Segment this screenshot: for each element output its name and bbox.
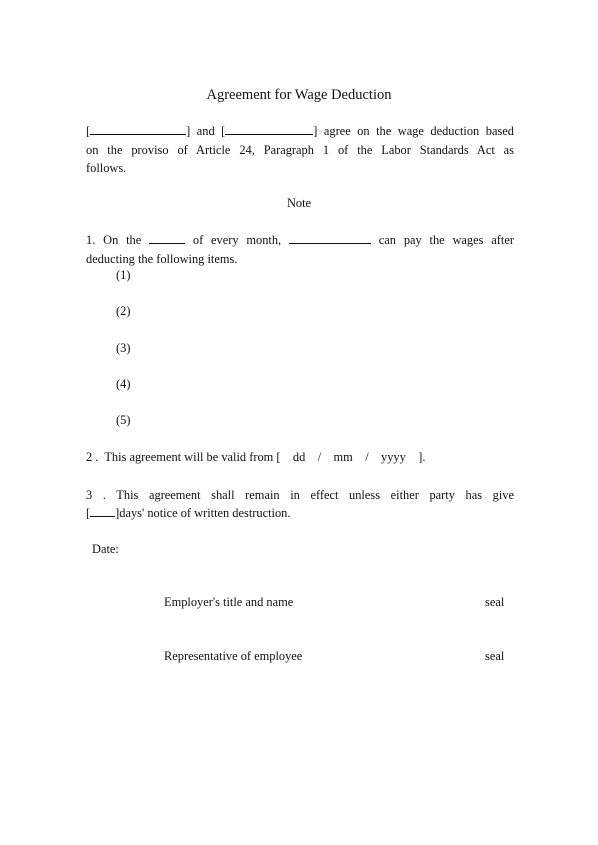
deduction-item-4: (4) — [116, 377, 131, 391]
party-a-blank[interactable] — [90, 122, 186, 135]
intro-and: and — [196, 124, 215, 138]
clause-1-line-2: deducting the following items. — [86, 252, 238, 266]
employee-representative-label: Representative of employee — [164, 649, 303, 663]
document-title: Agreement for Wage Deduction — [206, 87, 392, 103]
clause-1-part-b: of every month, — [192, 233, 282, 247]
date-label: Date: — [92, 542, 119, 556]
employer-seal: seal — [485, 595, 505, 609]
notice-days-blank[interactable] — [90, 504, 115, 517]
intro-line-2: on the proviso of Article 24, Paragraph 1 of the Labor Standards Act as — [86, 143, 514, 157]
deduction-item-2: (2) — [116, 304, 131, 318]
clause-3-line-2: [ ]days' notice of written destruction. — [86, 506, 291, 520]
party-b-blank[interactable] — [225, 122, 313, 135]
day-blank[interactable] — [149, 231, 185, 244]
clause-1-part-a: 1. On the — [86, 233, 142, 247]
clause-3-line-1: 3 . This agreement shall remain in effect unless either party has give — [86, 488, 514, 502]
clause-3-suffix: days' notice of written destruction. — [119, 506, 291, 520]
intro-line-3: follows. — [86, 161, 127, 175]
deduction-item-5: (5) — [116, 413, 131, 427]
intro-line-1: [ ] and [ ] agree on the wage deduction based — [86, 124, 514, 138]
employer-signature-label: Employer's title and name — [164, 595, 294, 609]
deduction-item-1: (1) — [116, 268, 131, 282]
intro-line-1-rest: agree on the wage deduction based — [323, 124, 514, 138]
clause-1-part-c: can pay the wages after — [378, 233, 514, 247]
employer-blank[interactable] — [289, 231, 371, 244]
deduction-item-3: (3) — [116, 341, 131, 355]
note-heading: Note — [286, 196, 312, 210]
clause-2: 2 . This agreement will be valid from [ dd / mm / yyyy ]. — [86, 450, 426, 464]
clause-1-line-1 — [86, 231, 514, 250]
employee-seal: seal — [485, 649, 505, 663]
